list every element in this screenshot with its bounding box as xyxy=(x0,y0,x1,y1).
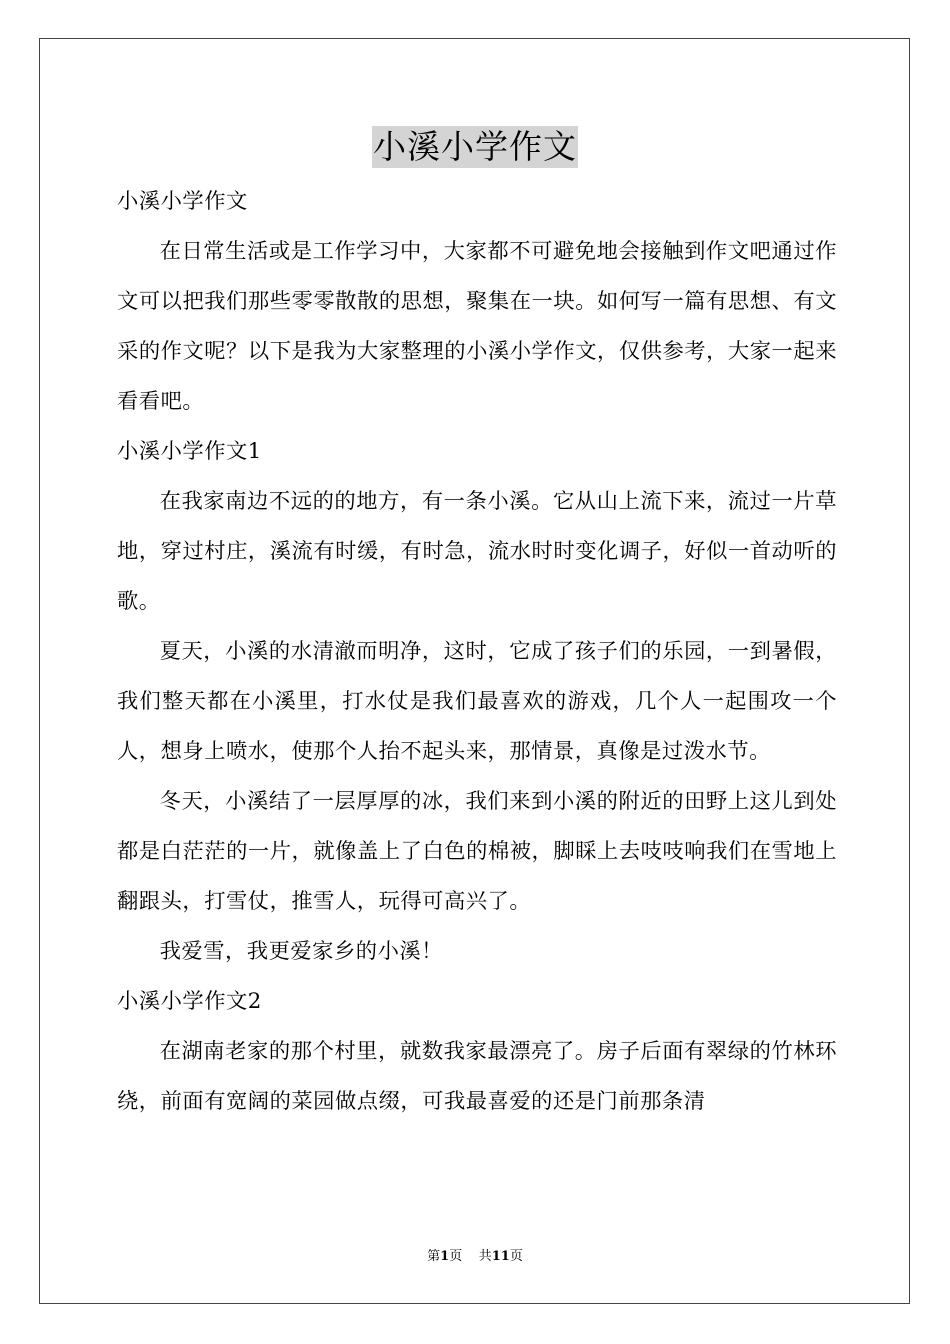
section-heading: 小溪小学作文1 xyxy=(117,439,262,464)
page-footer xyxy=(0,1248,950,1266)
title-container xyxy=(0,126,950,168)
body-paragraph: 我爱雪，我更爱家乡的小溪！ xyxy=(159,939,443,964)
footer-page-number: 1 xyxy=(440,1249,450,1264)
footer-prefix: 第 xyxy=(427,1249,441,1264)
section-heading: 小溪小学作文 xyxy=(117,189,248,214)
section-heading: 小溪小学作文2 xyxy=(117,989,262,1014)
body-paragraph: 在日常生活或是工作学习中，大家都不可避免地会接触到作文吧通过作文可以把我们那些零零散散的思想，聚集在一块。如何写一篇有思想、有文采的作文呢？以下是我为大家整理的小溪小学作文，仅供参考，大家一起来看看吧。 xyxy=(117,239,837,414)
footer-page-suffix: 页 xyxy=(449,1249,463,1264)
body-paragraph: 冬天，小溪结了一层厚厚的冰，我们来到小溪的附近的田野上这儿到处都是白茫茫的一片，就像盖上了白色的棉被，脚睬上去吱吱响我们在雪地上翻跟头，打雪仗，推雪人，玩得可高兴了。 xyxy=(117,789,837,914)
document-title: 小溪小学作文 xyxy=(373,127,577,166)
footer-total-prefix: 共 xyxy=(478,1249,492,1264)
footer-total-pages: 11 xyxy=(491,1249,510,1264)
body-paragraph: 夏天，小溪的水清澈而明净，这时，它成了孩子们的乐园，一到暑假，我们整天都在小溪里，打水仗是我们最喜欢的游戏，几个人一起围攻一个人，想身上喷水，使那个人抬不起头来，那情景，真像是过泼水节。 xyxy=(117,639,837,764)
document-body xyxy=(117,177,837,1127)
body-paragraph: 在湖南老家的那个村里，就数我家最漂亮了。房子后面有翠绿的竹林环绕，前面有宽阔的菜园做点缀，可我最喜爱的还是门前那条清 xyxy=(117,1039,837,1114)
body-paragraph: 在我家南边不远的的地方，有一条小溪。它从山上流下来，流过一片草地，穿过村庄，溪流有时缓，有时急，流水时时变化调子，好似一首动听的歌。 xyxy=(117,489,837,614)
footer-total-suffix: 页 xyxy=(509,1249,523,1264)
